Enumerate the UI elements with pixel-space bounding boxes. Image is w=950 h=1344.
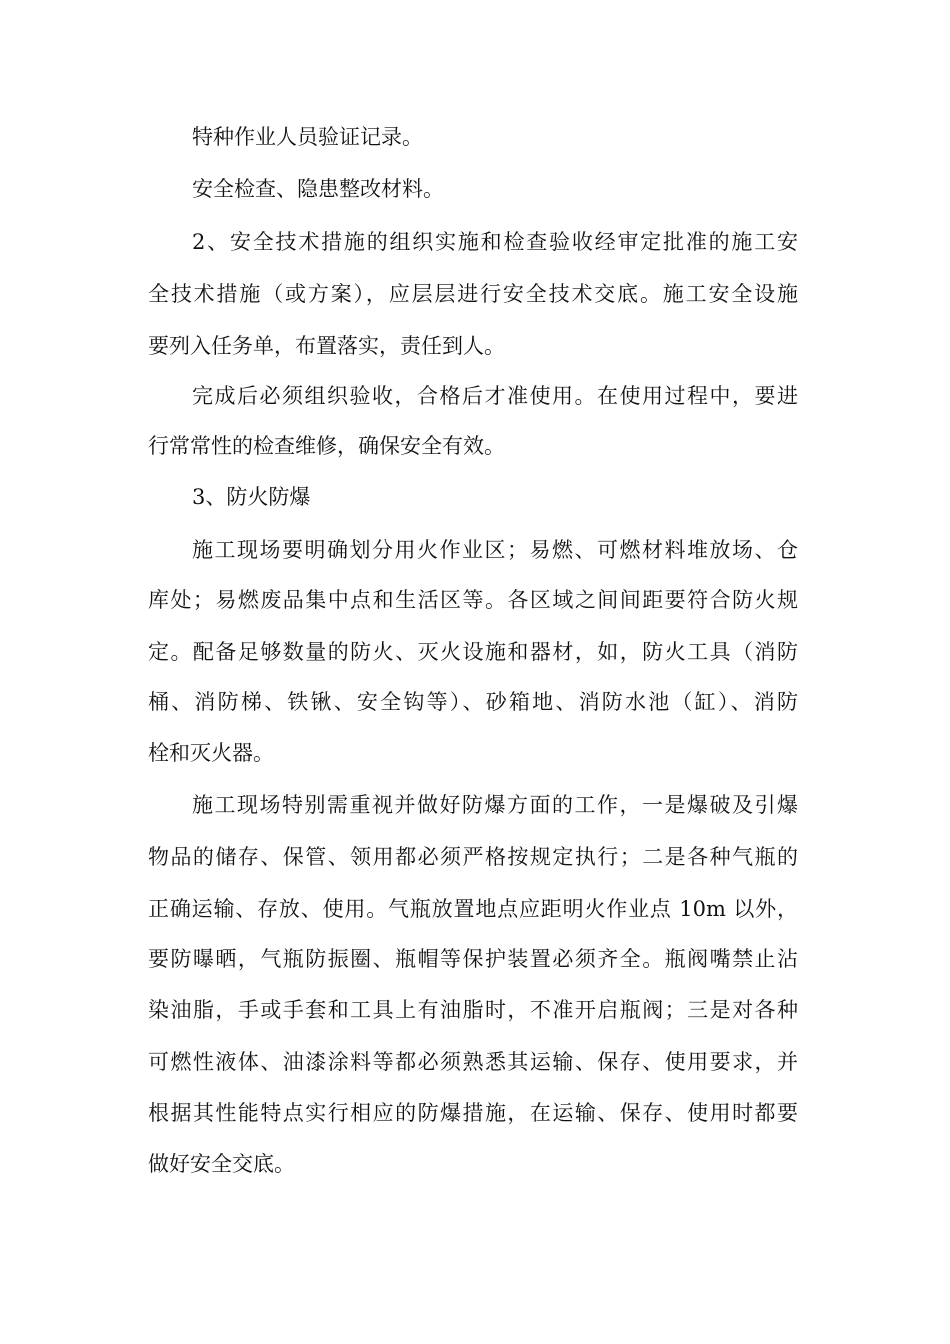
paragraph-line: 桶、消防梯、铁锹、安全钩等）、砂箱地、消防水池（缸）、消防	[148, 690, 798, 714]
paragraph-line: 全技术措施（或方案），应层层进行安全技术交底。施工安全设施	[148, 282, 798, 306]
paragraph-line: 根据其性能特点实行相应的防爆措施，在运输、保存、使用时都要	[148, 1101, 798, 1125]
paragraph-line: 库处；易燃废品集中点和生活区等。各区域之间间距要符合防火规	[148, 588, 798, 612]
paragraph-line: 完成后必须组织验收，合格后才准使用。在使用过程中，要进	[192, 384, 798, 408]
section-heading: 3、防火防爆	[192, 485, 311, 509]
paragraph-line: 染油脂，手或手套和工具上有油脂时，不准开启瓶阀；三是对各种	[148, 998, 798, 1022]
text-line: 安全检查、隐患整改材料。	[192, 177, 444, 201]
paragraph-line: 行常常性的检查维修，确保安全有效。	[148, 434, 505, 458]
paragraph-line: 要列入任务单，布置落实，责任到人。	[148, 334, 505, 358]
paragraph-line: 施工现场特别需重视并做好防爆方面的工作，一是爆破及引爆	[192, 793, 798, 817]
paragraph-line: 正确运输、存放、使用。气瓶放置地点应距明火作业点 10m 以外，	[148, 897, 798, 921]
paragraph-line: 2、安全技术措施的组织实施和检查验收经审定批准的施工安	[192, 230, 798, 254]
paragraph-line: 施工现场要明确划分用火作业区；易燃、可燃材料堆放场、仓	[192, 538, 798, 562]
paragraph-line: 物品的储存、保管、领用都必须严格按规定执行；二是各种气瓶的	[148, 845, 798, 869]
paragraph-line: 要防曝晒，气瓶防振圈、瓶帽等保护装置必须齐全。瓶阀嘴禁止沾	[148, 947, 798, 971]
text-line: 特种作业人员验证记录。	[192, 125, 423, 149]
paragraph-line: 栓和灭火器。	[148, 741, 274, 765]
paragraph-line: 定。配备足够数量的防火、灭火设施和器材，如，防火工具（消防	[148, 640, 798, 664]
paragraph-line: 可燃性液体、油漆涂料等都必须熟悉其运输、保存、使用要求，并	[148, 1050, 798, 1074]
paragraph-line: 做好安全交底。	[148, 1152, 295, 1176]
